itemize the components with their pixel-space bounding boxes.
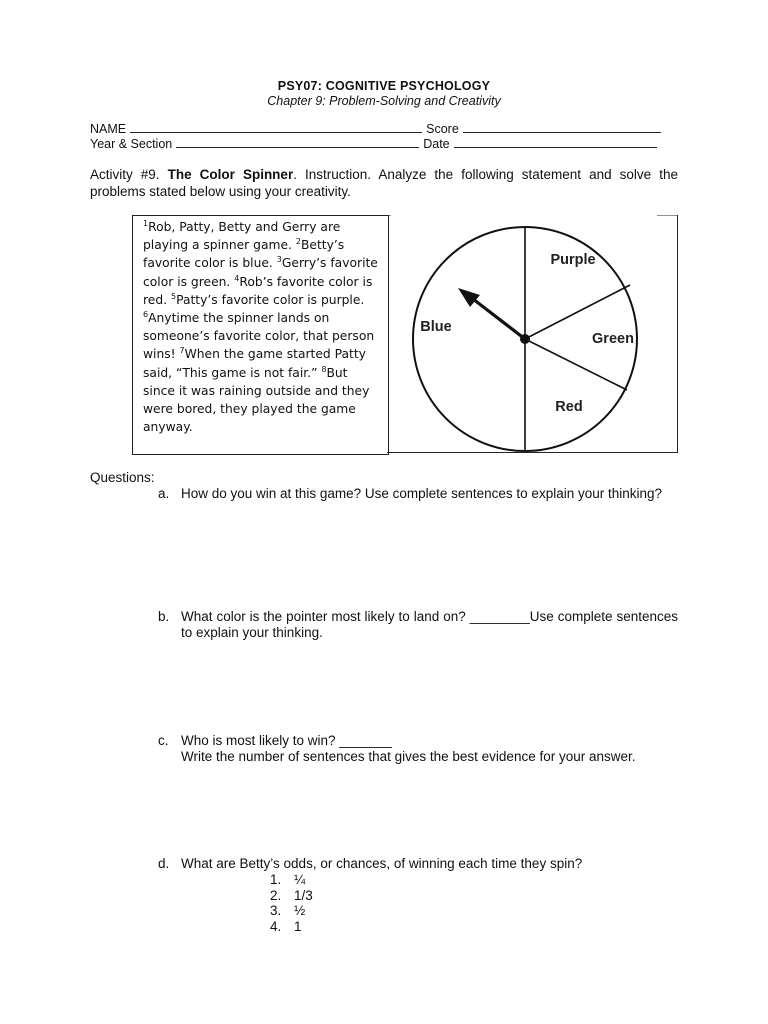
sentence-number: 7 — [179, 346, 185, 356]
label-red: Red — [555, 399, 583, 415]
question-c-letter: c. — [158, 733, 169, 748]
question-d — [158, 856, 678, 872]
year-section-blank[interactable] — [176, 137, 419, 148]
story-sentence: But since it was raining outside and they were bored, they played the game anyway. — [143, 365, 370, 435]
chapter-subtitle: Chapter 9: Problem-Solving and Creativity — [267, 94, 501, 108]
question-c — [158, 733, 678, 765]
activity-text: . Instruction. Analyze the following statement and solve the problems stated below using your creativity. — [90, 167, 678, 199]
name-score-row — [90, 122, 680, 136]
question-a — [158, 486, 678, 502]
story-sentence: Gerry’s favorite color is green. — [143, 256, 378, 289]
question-a-text: How do you win at this game? Use complete sentences to explain your thinking? — [181, 486, 663, 501]
question-a-letter: a. — [158, 486, 170, 501]
story-sentence: Patty’s favorite color is purple. — [176, 292, 365, 307]
story-text — [143, 218, 383, 436]
question-d-letter: d. — [158, 856, 170, 871]
sentence-number: 2 — [295, 237, 301, 247]
score-blank[interactable] — [463, 122, 661, 133]
story-sentence: Rob’s favorite color is red. — [143, 274, 373, 307]
question-d-text: What are Betty’s odds, or chances, of winning each time they spin? — [181, 856, 583, 871]
score-label: Score — [426, 122, 459, 136]
question-b-letter: b. — [158, 609, 170, 624]
label-blue: Blue — [420, 319, 452, 335]
spinner-svg — [387, 215, 678, 453]
story-sentence: Anytime the spinner lands on someone’s favorite color, that person wins! — [143, 311, 375, 362]
name-blank[interactable] — [130, 122, 422, 133]
activity-title: The Color Spinner — [167, 167, 294, 182]
activity-instruction — [90, 167, 678, 200]
question-c-line2: Write the number of sentences that gives the best evidence for your answer. — [181, 749, 636, 764]
label-green: Green — [592, 331, 634, 347]
option-4[interactable]: 4. 1 — [270, 918, 302, 934]
name-label: NAME — [90, 122, 127, 136]
sentence-number: 6 — [143, 310, 149, 320]
question-b-text: What color is the pointer most likely to land on? ________Use complete sentences to explain your thinking. — [181, 609, 678, 640]
year-section-label: Year & Section — [90, 137, 173, 151]
date-label: Date — [423, 137, 450, 151]
sentence-number: 1 — [143, 219, 149, 228]
sentence-number: 5 — [170, 291, 177, 301]
sentence-number: 8 — [321, 364, 327, 374]
spinner-hub — [520, 334, 530, 344]
section-date-row — [90, 137, 680, 151]
answer-options — [270, 872, 313, 934]
sentence-number: 4 — [234, 273, 240, 283]
question-b — [158, 609, 678, 641]
story-sentence: Rob, Patty, Betty and Gerry are playing a spinner game. — [143, 220, 341, 253]
questions-heading: Questions: — [90, 470, 155, 485]
activity-prefix: Activity #9. — [90, 167, 160, 182]
question-c-line1: Who is most likely to win? _______ — [181, 733, 392, 748]
option-3[interactable]: 3. ½ — [270, 903, 306, 918]
story-sentence: Betty’s favorite color is blue. — [143, 238, 345, 271]
date-blank[interactable] — [454, 137, 657, 148]
option-2[interactable]: 2. 1/3 — [270, 887, 313, 903]
spinner-figure — [387, 215, 678, 453]
option-1[interactable]: 1. ¼ — [270, 872, 306, 887]
story-sentence: When the game started Patty said, “This game is not fair.” — [143, 347, 366, 380]
label-purple: Purple — [550, 252, 596, 268]
sentence-number: 3 — [276, 255, 282, 265]
story-box — [132, 215, 389, 455]
course-title: PSY07: COGNITIVE PSYCHOLOGY — [277, 79, 491, 93]
